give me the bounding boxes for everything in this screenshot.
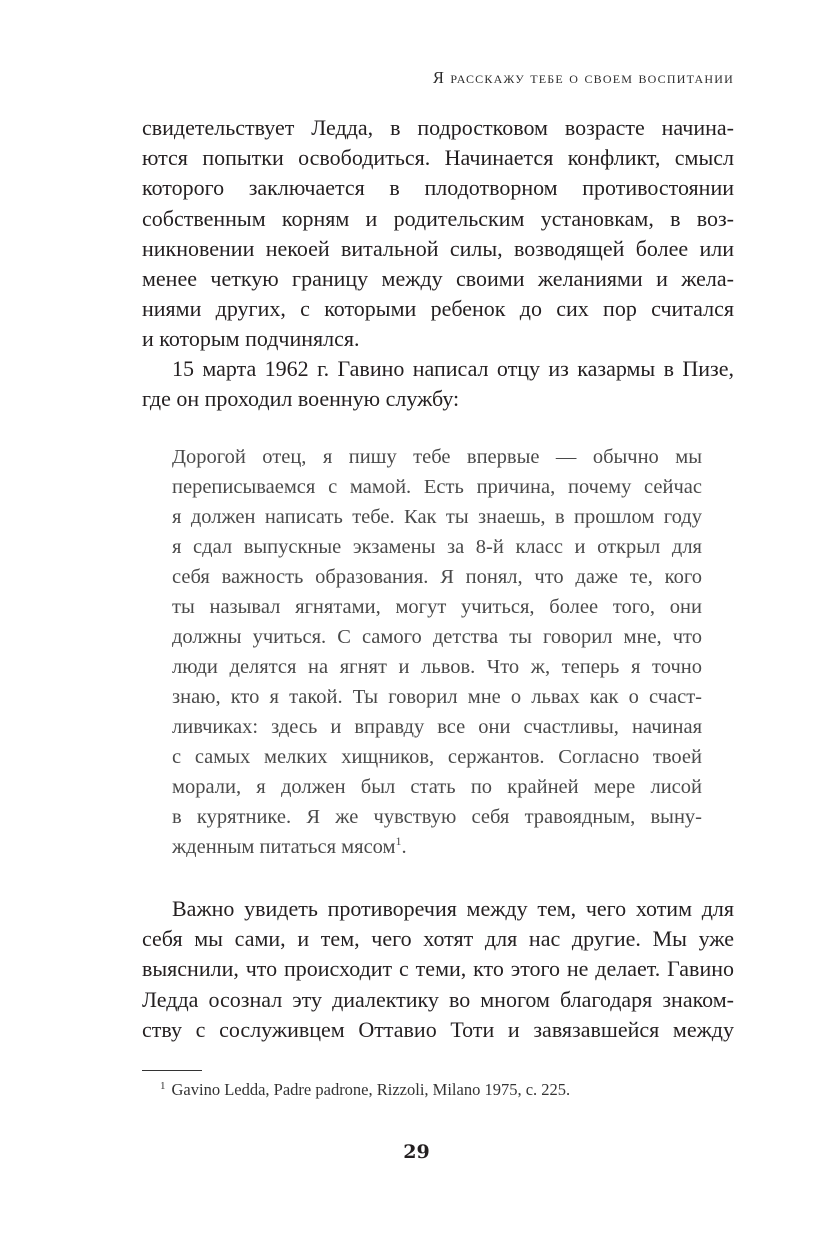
paragraph-1 [142, 113, 734, 355]
footnote-divider [142, 1070, 202, 1071]
quote-line: я сдал выпускные экзамены за 8-й класс и открыл для [172, 536, 702, 558]
quote-line: в курятнике. Я же чувствую себя травоядным, выну- [172, 806, 702, 828]
quote-end-punct: . [401, 836, 407, 858]
quote-line: себя важность образования. Я понял, что даже те, кого [172, 566, 702, 588]
paragraph-line: ниями других, с которыми ребенок до сих пор считался [142, 296, 734, 322]
paragraph-3 [142, 894, 734, 1045]
paragraph-line: ству с сослуживцем Оттавио Тоти и завязавшейся между [142, 1016, 734, 1042]
quote-line: переписываемся с мамой. Есть причина, почему сейчас [172, 476, 702, 498]
paragraph-line: где он проходил военную службу: [142, 386, 460, 412]
paragraph-line: которого заключается в плодотворном противостоянии [142, 175, 734, 201]
quote-line: жденным питаться мясом [172, 836, 396, 858]
paragraph-line: выяснили, что происходит с теми, кто этого не делает. Гавино [142, 956, 734, 982]
footnote-mark: 1 [160, 1080, 166, 1092]
quote-line: с самых мелких хищников, сержантов. Согласно твоей [172, 746, 702, 768]
quote-line: ливчиках: здесь и вправду все они счастливы, начиная [172, 716, 702, 738]
quote-line: знаю, кто я такой. Ты говорил мне о львах как о счаст- [172, 686, 702, 708]
paragraph-line: собственным корням и родительским установкам, в воз- [142, 205, 734, 231]
quote-line: ты называл ягнятами, могут учиться, более того, они [172, 596, 702, 618]
footnote [160, 1080, 570, 1100]
paragraph-line: Важно увидеть противоречия между тем, чего хотим для [172, 896, 734, 921]
paragraph-2 [142, 354, 734, 414]
running-head: Я расскажу тебе о своем воспитании [432, 68, 734, 87]
quote-line: морали, я должен был стать по крайней мере лисой [172, 776, 702, 798]
footnote-reference[interactable]: 1 [395, 834, 402, 848]
footnote-text: Gavino Ledda, Padre padrone, Rizzoli, Milano 1975, c. 225. [171, 1080, 571, 1099]
page-number: 29 [403, 1141, 430, 1163]
paragraph-line: свидетельствует Ледда, в подростковом возрасте начина- [142, 115, 734, 140]
quote-line: люди делятся на ягнят и львов. Что ж, теперь я точно [172, 656, 702, 678]
paragraph-line: 15 марта 1962 г. Гавино написал отцу из казармы в Пизе, [172, 356, 734, 381]
paragraph-line: никновении некоей витальной силы, возводящей более или [142, 235, 734, 261]
paragraph-line: и которым подчинялся. [142, 326, 360, 352]
quote-line: Дорогой отец, я пишу тебе впервые — обычно мы [172, 446, 702, 468]
paragraph-line: менее четкую границу между своими желаниями и жела- [142, 266, 734, 292]
paragraph-line: ются попытки освободиться. Начинается конфликт, смысл [142, 145, 734, 171]
quote-line: я должен написать тебе. Как ты знаешь, в прошлом году [172, 506, 702, 528]
quote-last-line [172, 832, 702, 862]
quote-line: должны учиться. С самого детства ты говорил мне, что [172, 626, 702, 648]
letter-quote [172, 442, 702, 862]
paragraph-line: Ледда осознал эту диалектику во многом благодаря знаком- [142, 986, 734, 1012]
paragraph-line: себя мы сами, и тем, чего хотят для нас другие. Мы уже [142, 926, 734, 952]
